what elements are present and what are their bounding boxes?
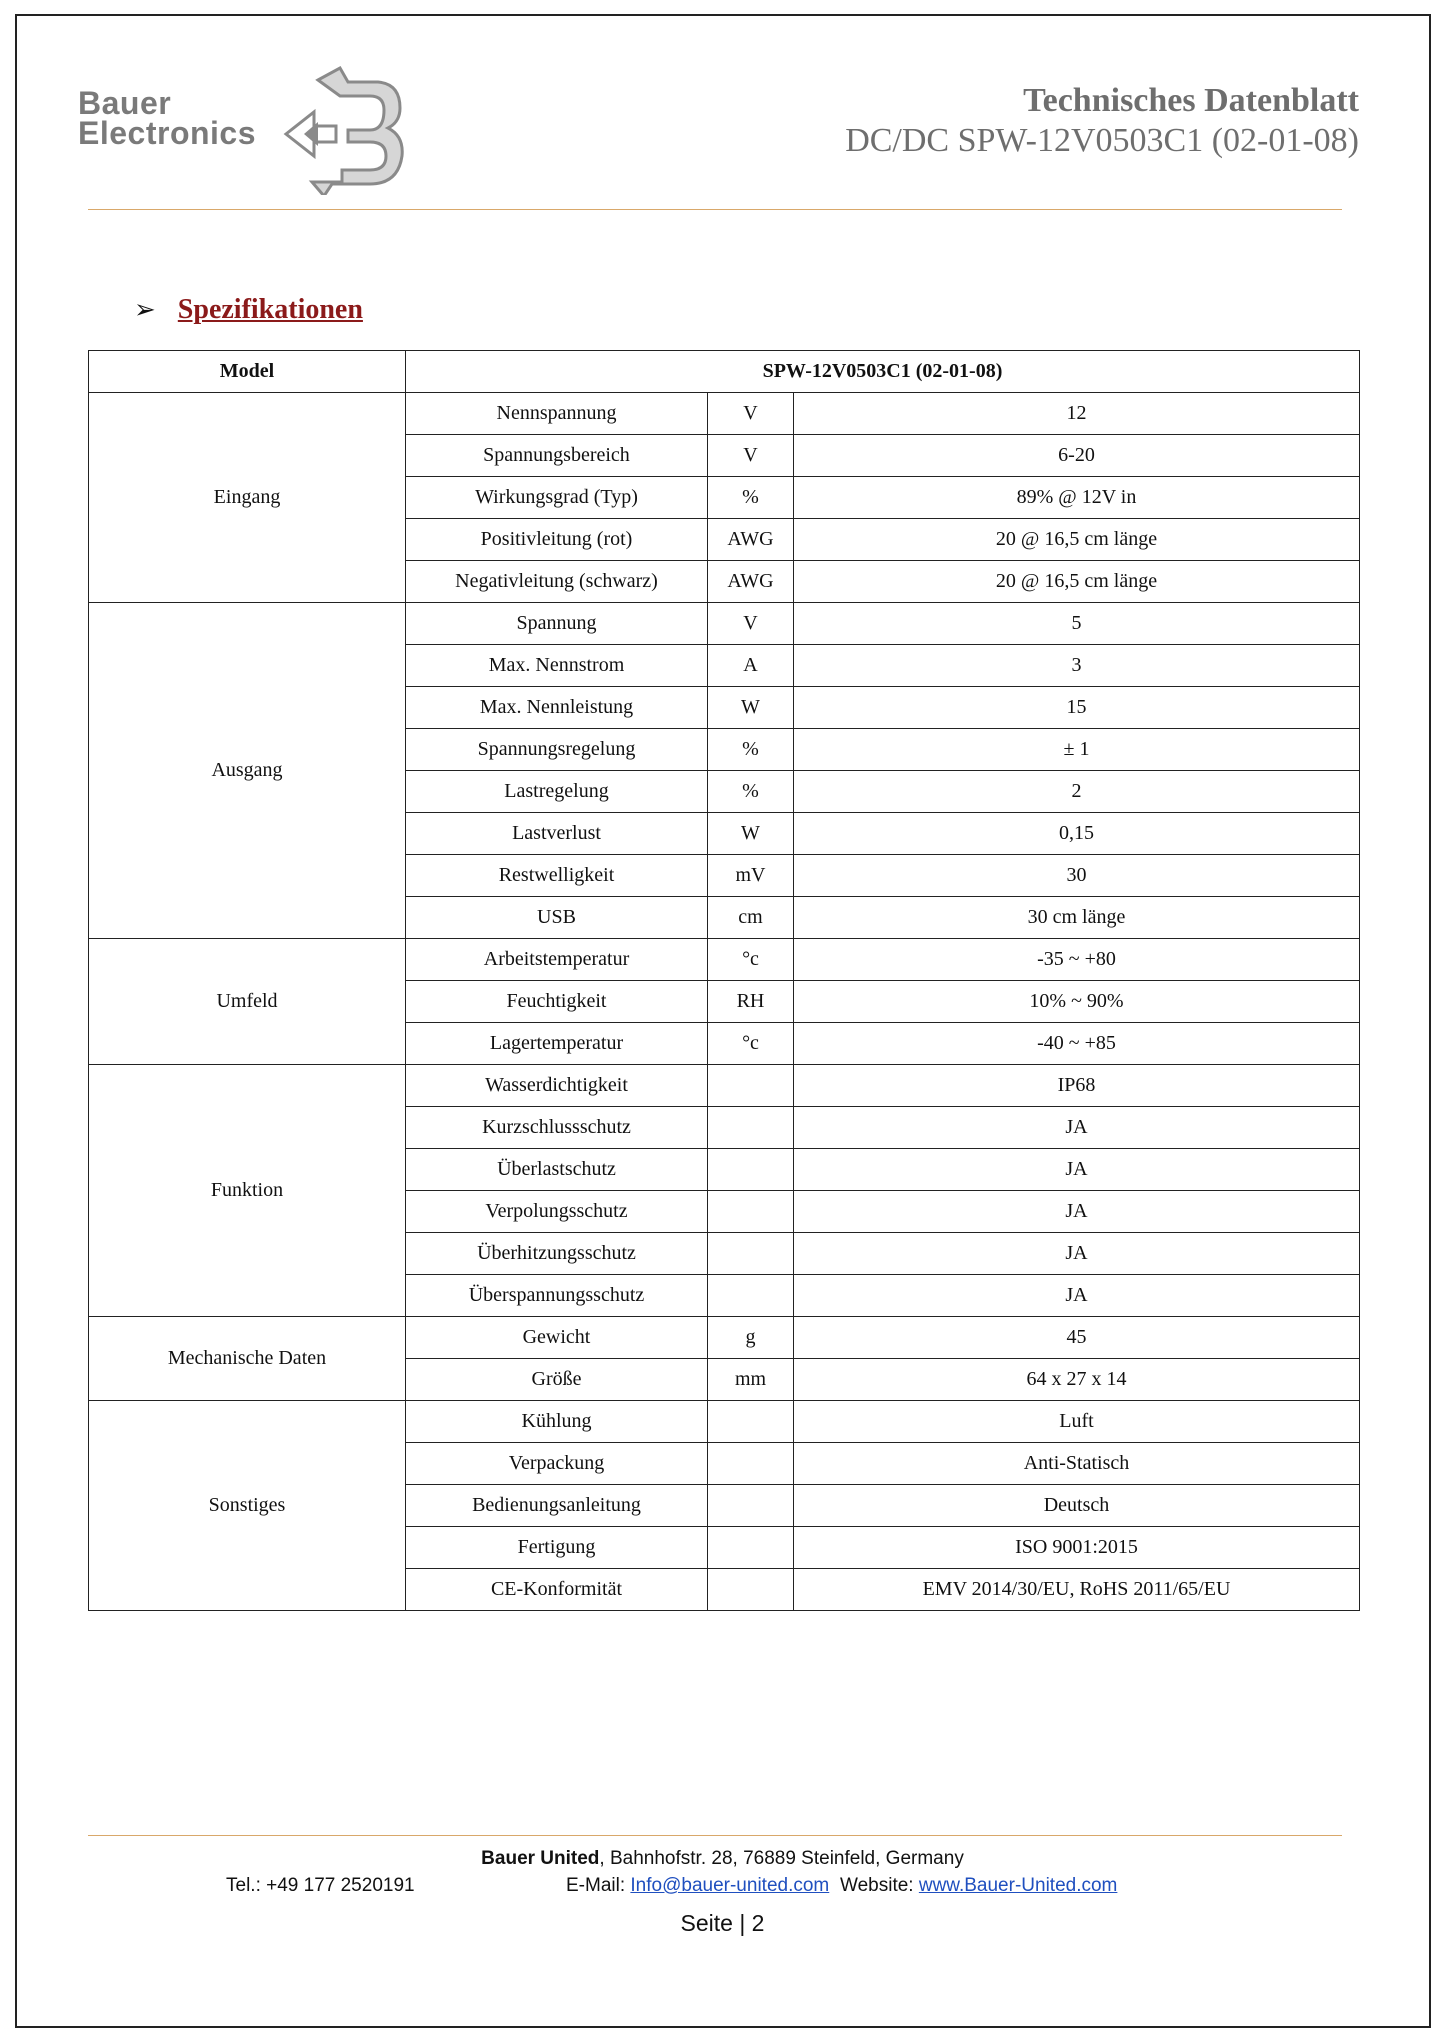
- value-cell: JA: [794, 1191, 1360, 1233]
- footer-divider: [88, 1835, 1342, 1836]
- table-header-row: [89, 351, 1360, 393]
- param-cell: Negativleitung (schwarz): [406, 561, 708, 603]
- unit-cell: %: [708, 729, 794, 771]
- group-label: Umfeld: [89, 939, 406, 1065]
- unit-cell: W: [708, 813, 794, 855]
- param-cell: Verpolungsschutz: [406, 1191, 708, 1233]
- unit-cell: [708, 1065, 794, 1107]
- table-row: [89, 939, 1360, 981]
- table-row: [89, 1317, 1360, 1359]
- unit-cell: cm: [708, 897, 794, 939]
- value-cell: 0,15: [794, 813, 1360, 855]
- param-cell: Verpackung: [406, 1443, 708, 1485]
- param-cell: Arbeitstemperatur: [406, 939, 708, 981]
- section-heading-row: [134, 294, 363, 326]
- header-divider: [88, 209, 1342, 210]
- unit-cell: RH: [708, 981, 794, 1023]
- footer-tel: Tel.: +49 177 2520191: [226, 1875, 415, 1896]
- value-cell: ISO 9001:2015: [794, 1527, 1360, 1569]
- page-number: Seite | 2: [680, 1910, 765, 1936]
- param-cell: Nennspannung: [406, 393, 708, 435]
- unit-cell: AWG: [708, 519, 794, 561]
- unit-cell: g: [708, 1317, 794, 1359]
- param-cell: Max. Nennleistung: [406, 687, 708, 729]
- param-cell: Lagertemperatur: [406, 1023, 708, 1065]
- footer-address-line: [0, 1848, 1445, 1870]
- param-cell: Kurzschlussschutz: [406, 1107, 708, 1149]
- unit-cell: [708, 1275, 794, 1317]
- header-model-value: SPW-12V0503C1 (02-01-08): [406, 351, 1360, 393]
- value-cell: JA: [794, 1233, 1360, 1275]
- value-cell: -40 ~ +85: [794, 1023, 1360, 1065]
- param-cell: Überspannungsschutz: [406, 1275, 708, 1317]
- unit-cell: °c: [708, 939, 794, 981]
- header-model: Model: [89, 351, 406, 393]
- spec-table-body: [89, 393, 1360, 1611]
- unit-cell: °c: [708, 1023, 794, 1065]
- param-cell: CE-Konformität: [406, 1569, 708, 1611]
- email-link[interactable]: Info@bauer-united.com: [630, 1875, 830, 1896]
- param-cell: Lastregelung: [406, 771, 708, 813]
- param-cell: Überlastschutz: [406, 1149, 708, 1191]
- unit-cell: [708, 1107, 794, 1149]
- footer-website-label: Website:: [840, 1875, 919, 1896]
- value-cell: 45: [794, 1317, 1360, 1359]
- param-cell: Restwelligkeit: [406, 855, 708, 897]
- arrow-bullet-icon: ➢: [134, 295, 156, 325]
- value-cell: Anti-Statisch: [794, 1443, 1360, 1485]
- group-label: Mechanische Daten: [89, 1317, 406, 1401]
- value-cell: 6-20: [794, 435, 1360, 477]
- value-cell: IP68: [794, 1065, 1360, 1107]
- unit-cell: %: [708, 771, 794, 813]
- unit-cell: [708, 1485, 794, 1527]
- company-logo: [78, 60, 408, 195]
- value-cell: 10% ~ 90%: [794, 981, 1360, 1023]
- section-heading: Spezifikationen: [177, 294, 363, 325]
- param-cell: Spannungsbereich: [406, 435, 708, 477]
- footer-website-block: [840, 1875, 1117, 1897]
- value-cell: EMV 2014/30/EU, RoHS 2011/65/EU: [794, 1569, 1360, 1611]
- unit-cell: V: [708, 435, 794, 477]
- param-cell: Spannung: [406, 603, 708, 645]
- value-cell: 3: [794, 645, 1360, 687]
- param-cell: USB: [406, 897, 708, 939]
- logo-wordmark: [78, 85, 257, 151]
- value-cell: 20 @ 16,5 cm länge: [794, 561, 1360, 603]
- unit-cell: [708, 1191, 794, 1233]
- document-subtitle: DC/DC SPW-12V0503C1 (02-01-08): [845, 122, 1359, 159]
- unit-cell: W: [708, 687, 794, 729]
- value-cell: 2: [794, 771, 1360, 813]
- table-row: [89, 603, 1360, 645]
- param-cell: Kühlung: [406, 1401, 708, 1443]
- param-cell: Fertigung: [406, 1527, 708, 1569]
- value-cell: 89% @ 12V in: [794, 477, 1360, 519]
- param-cell: Positivleitung (rot): [406, 519, 708, 561]
- unit-cell: [708, 1569, 794, 1611]
- unit-cell: [708, 1149, 794, 1191]
- footer-email-block: [566, 1875, 840, 1897]
- footer-address: , Bahnhofstr. 28, 76889 Steinfeld, Germany: [599, 1848, 964, 1869]
- param-cell: Wasserdichtigkeit: [406, 1065, 708, 1107]
- value-cell: 15: [794, 687, 1360, 729]
- value-cell: JA: [794, 1149, 1360, 1191]
- logo-mark-icon: [278, 60, 408, 195]
- group-label: Funktion: [89, 1065, 406, 1317]
- unit-cell: mm: [708, 1359, 794, 1401]
- param-cell: Überhitzungsschutz: [406, 1233, 708, 1275]
- value-cell: Luft: [794, 1401, 1360, 1443]
- value-cell: 20 @ 16,5 cm länge: [794, 519, 1360, 561]
- unit-cell: [708, 1401, 794, 1443]
- param-cell: Feuchtigkeit: [406, 981, 708, 1023]
- param-cell: Max. Nennstrom: [406, 645, 708, 687]
- param-cell: Lastverlust: [406, 813, 708, 855]
- spec-table: [88, 350, 1360, 1611]
- unit-cell: V: [708, 603, 794, 645]
- website-link[interactable]: www.Bauer-United.com: [918, 1875, 1118, 1896]
- table-row: [89, 393, 1360, 435]
- unit-cell: A: [708, 645, 794, 687]
- unit-cell: %: [708, 477, 794, 519]
- unit-cell: V: [708, 393, 794, 435]
- unit-cell: mV: [708, 855, 794, 897]
- value-cell: ± 1: [794, 729, 1360, 771]
- footer-company: Bauer United: [481, 1848, 600, 1869]
- table-row: [89, 1401, 1360, 1443]
- group-label: Eingang: [89, 393, 406, 603]
- logo-text-line2: Electronics: [78, 115, 257, 151]
- value-cell: 12: [794, 393, 1360, 435]
- value-cell: 30: [794, 855, 1360, 897]
- param-cell: Größe: [406, 1359, 708, 1401]
- value-cell: -35 ~ +80: [794, 939, 1360, 981]
- value-cell: JA: [794, 1107, 1360, 1149]
- unit-cell: [708, 1527, 794, 1569]
- unit-cell: [708, 1233, 794, 1275]
- table-row: [89, 1065, 1360, 1107]
- footer-contact-line: [226, 1875, 1226, 1897]
- value-cell: Deutsch: [794, 1485, 1360, 1527]
- group-label: Sonstiges: [89, 1401, 406, 1611]
- param-cell: Wirkungsgrad (Typ): [406, 477, 708, 519]
- group-label: Ausgang: [89, 603, 406, 939]
- value-cell: JA: [794, 1275, 1360, 1317]
- document-title: Technisches Datenblatt: [1023, 82, 1359, 119]
- param-cell: Bedienungsanleitung: [406, 1485, 708, 1527]
- param-cell: Gewicht: [406, 1317, 708, 1359]
- value-cell: 5: [794, 603, 1360, 645]
- value-cell: 30 cm länge: [794, 897, 1360, 939]
- value-cell: 64 x 27 x 14: [794, 1359, 1360, 1401]
- footer-email-label: E-Mail:: [566, 1875, 631, 1896]
- param-cell: Spannungsregelung: [406, 729, 708, 771]
- unit-cell: [708, 1443, 794, 1485]
- logo-text-line1: Bauer: [78, 85, 172, 121]
- unit-cell: AWG: [708, 561, 794, 603]
